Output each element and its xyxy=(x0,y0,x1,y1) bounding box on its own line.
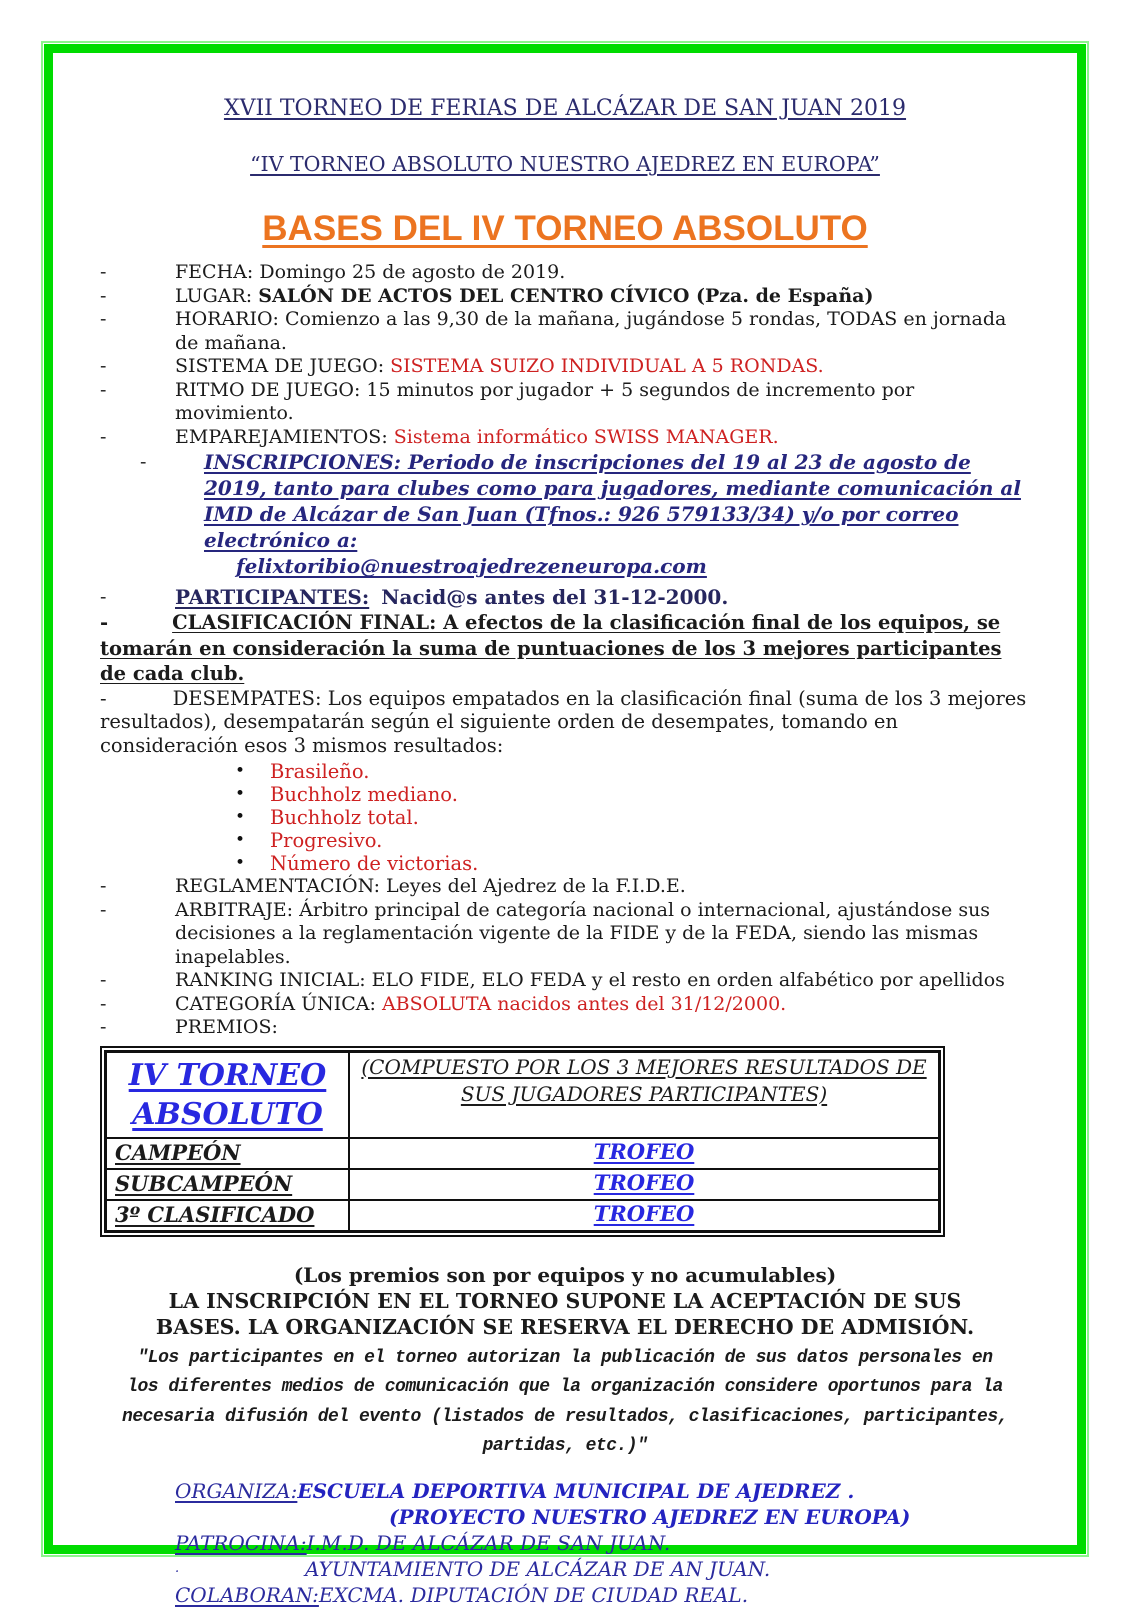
prize-value: TROFEO xyxy=(593,1201,695,1227)
rule-participantes xyxy=(100,584,1030,610)
credit-colaboran xyxy=(175,1582,1030,1608)
tournament-title: XVII TORNEO DE FERIAS DE ALCÁZAR DE SAN JUAN 2019 xyxy=(223,96,907,121)
tiebreak-item: • Buchholz mediano. xyxy=(235,783,458,806)
rule-reglamentacion xyxy=(100,875,1030,899)
place-label: SUBCAMPEÓN xyxy=(115,1171,293,1197)
rule-ranking xyxy=(100,969,1030,993)
rule-desempates xyxy=(100,687,1030,758)
dash-marker: - xyxy=(100,355,107,377)
rule-horario xyxy=(100,308,1030,355)
prize-row-tercero xyxy=(106,1200,940,1232)
inscripciones-text: INSCRIPCIONES: Periodo de inscripciones del 19 al 23 de agosto de 2019, tanto para clubes como para jugadores, mediante comunicación al IMD de Alcázar de San Juan (Tfnos.: 926 579133/34) y/o por correo electrónico a: xyxy=(204,450,1021,552)
credit-patrocina xyxy=(175,1530,1030,1556)
dash-marker: - xyxy=(100,284,107,307)
credit-patrocina-2 xyxy=(175,1556,1030,1582)
rule-clasificacion-final xyxy=(100,610,1030,687)
dash-marker: - xyxy=(100,425,107,448)
rule-sistema xyxy=(100,355,1030,379)
prize-table-subtitle: (COMPUESTO POR LOS 3 MEJORES RESULTADOS DE SUS JUGADORES PARTICIPANTES) xyxy=(361,1054,927,1106)
credit-label: COLABORAN: xyxy=(175,1582,319,1607)
credit-organiza-2 xyxy=(175,1504,1030,1530)
rule-label: PARTICIPANTES: xyxy=(175,585,370,609)
rule-lugar xyxy=(100,285,1030,309)
rule-text: DESEMPATES: Los equipos empatados en la clasificación final (suma de los 3 mejores resultados), desempatarán según el siguiente orden de desempates, tomando en consideración esos 3 mismos resultados: xyxy=(100,686,1027,757)
rule-value: ELO FIDE, ELO FEDA y el resto en orden alfabético por apellidos xyxy=(371,969,1005,991)
rule-inscripciones xyxy=(140,449,1030,579)
rule-label: HORARIO: xyxy=(175,308,279,330)
credit-organiza xyxy=(175,1478,1030,1504)
prize-table-header-row xyxy=(106,1051,940,1138)
credits-section xyxy=(100,1478,1030,1608)
rule-label: EMPAREJAMIENTOS: xyxy=(175,425,388,448)
dash-marker: - xyxy=(100,875,107,897)
credit-value: I.M.D. DE ALCÁZAR DE SAN JUAN. xyxy=(306,1530,671,1555)
data-privacy-note: "Los participantes en el torneo autorizan la publicación de sus datos personales en los diferentes medios de comunicación que la organización considere oportunos para la necesaria difusión del evento (listados de resultados, clasificaciones, participantes, partidas, etc.)" xyxy=(122,1347,1008,1456)
rule-label: REGLAMENTACIÓN: xyxy=(175,875,380,897)
bullet-icon: • xyxy=(235,784,246,804)
rule-fecha xyxy=(100,261,1030,285)
tiebreak-item: • Buchholz total. xyxy=(235,806,419,829)
prize-table xyxy=(100,1046,945,1237)
rule-value: Sistema informático SWISS MANAGER. xyxy=(393,425,779,448)
dash-marker: - xyxy=(100,1016,107,1038)
tiebreak-list xyxy=(100,760,1030,875)
tiebreak-item: • Progresivo. xyxy=(235,829,383,852)
credit-label-dot: . xyxy=(175,1560,180,1576)
rule-value: Comienzo a las 9,30 de la mañana, jugándose 5 rondas, TODAS en jornada de mañana. xyxy=(175,308,1007,354)
dash-marker: - xyxy=(100,898,107,921)
rule-value: Nacid@s antes del 31-12-2000. xyxy=(381,585,729,609)
dash-marker: - xyxy=(100,992,107,1015)
acceptance-note: LA INSCRIPCIÓN EN EL TORNEO SUPONE LA ACEPTACIÓN DE SUS BASES. LA ORGANIZACIÓN SE RESERVA EL DERECHO DE ADMISIÓN. xyxy=(155,1288,975,1339)
dash-marker: - xyxy=(140,451,147,473)
rule-text: CLASIFICACIÓN FINAL: A efectos de la clasificación final de los equipos, se tomarán en consideración la suma de puntuaciones de los 3 mejores participantes de cada club. xyxy=(100,611,1002,685)
credit-value: ESCUELA DEPORTIVA MUNICIPAL DE AJEDREZ . xyxy=(297,1478,855,1503)
place-label: CAMPEÓN xyxy=(115,1140,241,1166)
credit-value: (PROYECTO NUESTRO AJEDREZ EN EUROPA) xyxy=(389,1504,911,1529)
rule-ritmo xyxy=(100,379,1030,426)
prize-value: TROFEO xyxy=(593,1139,695,1165)
rule-label: SISTEMA DE JUEGO: xyxy=(175,355,385,377)
rule-label: ARBITRAJE: xyxy=(175,898,294,921)
dash-marker: - xyxy=(100,261,107,283)
rule-emparejamientos xyxy=(100,426,1030,450)
rule-value: SALÓN DE ACTOS DEL CENTRO CÍVICO (Pza. de España) xyxy=(258,284,874,307)
rule-label: RITMO DE JUEGO: xyxy=(175,378,361,401)
prize-table-title: IV TORNEO ABSOLUTO xyxy=(128,1057,327,1132)
email-line xyxy=(236,553,1030,579)
prize-row-subcampeon xyxy=(106,1169,940,1200)
credit-label-empty xyxy=(175,1504,297,1530)
email-link[interactable]: felixtoribio@nuestroajedrezeneuropa.com xyxy=(236,554,707,578)
rule-value: Domingo 25 de agosto de 2019. xyxy=(259,261,566,283)
tiebreak-item: • Número de victorias. xyxy=(235,852,479,875)
rule-arbitraje xyxy=(100,899,1030,970)
rule-categoria xyxy=(100,993,1030,1017)
bullet-icon: • xyxy=(235,853,246,873)
credit-value: EXCMA. DIPUTACIÓN DE CIUDAD REAL. xyxy=(318,1582,749,1607)
prize-row-campeon xyxy=(106,1138,940,1169)
page-title: BASES DEL IV TORNEO ABSOLUTO xyxy=(262,209,868,248)
rule-label: PREMIOS: xyxy=(175,1016,278,1038)
dash-marker: - xyxy=(100,378,107,401)
rule-label: RANKING INICIAL: xyxy=(175,969,366,991)
prize-value: TROFEO xyxy=(593,1170,695,1196)
credit-label: ORGANIZA: xyxy=(175,1478,298,1503)
rule-value: 15 minutos por jugador + 5 segundos de incremento por movimiento. xyxy=(175,378,915,424)
tiebreak-item: • Brasileño. xyxy=(235,760,370,783)
tournament-subtitle: “IV TORNEO ABSOLUTO NUESTRO AJEDREZ EN EUROPA” xyxy=(250,152,880,176)
dash-marker: - xyxy=(100,611,109,634)
credit-value: AYUNTAMIENTO DE ALCÁZAR DE AN JUAN. xyxy=(305,1556,771,1581)
rule-value: SISTEMA SUIZO INDIVIDUAL A 5 RONDAS. xyxy=(390,355,824,377)
rule-value: Árbitro principal de categoría nacional o internacional, ajustándose sus decisiones a la reglamentación vigente de la FIDE y de la FEDA, siendo las mismas inapelables. xyxy=(175,898,991,968)
rule-premios xyxy=(100,1016,1030,1040)
bullet-icon: • xyxy=(235,807,246,827)
rule-value: Leyes del Ajedrez de la F.I.D.E. xyxy=(386,875,686,897)
dash-marker: - xyxy=(100,308,107,330)
rule-value: ABSOLUTA nacidos antes del 31/12/2000. xyxy=(381,992,787,1015)
bullet-icon: • xyxy=(235,761,246,781)
document-body xyxy=(100,96,1030,1608)
dash-marker: - xyxy=(100,686,107,710)
prizes-note: (Los premios son por equipos y no acumulables) xyxy=(293,1262,837,1287)
dash-marker: - xyxy=(100,586,107,608)
rule-label: LUGAR: xyxy=(175,284,253,307)
credit-label: PATROCINA: xyxy=(175,1530,307,1555)
dash-marker: - xyxy=(100,969,107,991)
bullet-icon: • xyxy=(235,830,246,850)
rule-label: FECHA: xyxy=(175,261,254,283)
place-label: 3º CLASIFICADO xyxy=(115,1202,315,1228)
rule-label: CATEGORÍA ÚNICA: xyxy=(175,992,376,1015)
rules-list xyxy=(100,261,1030,1040)
